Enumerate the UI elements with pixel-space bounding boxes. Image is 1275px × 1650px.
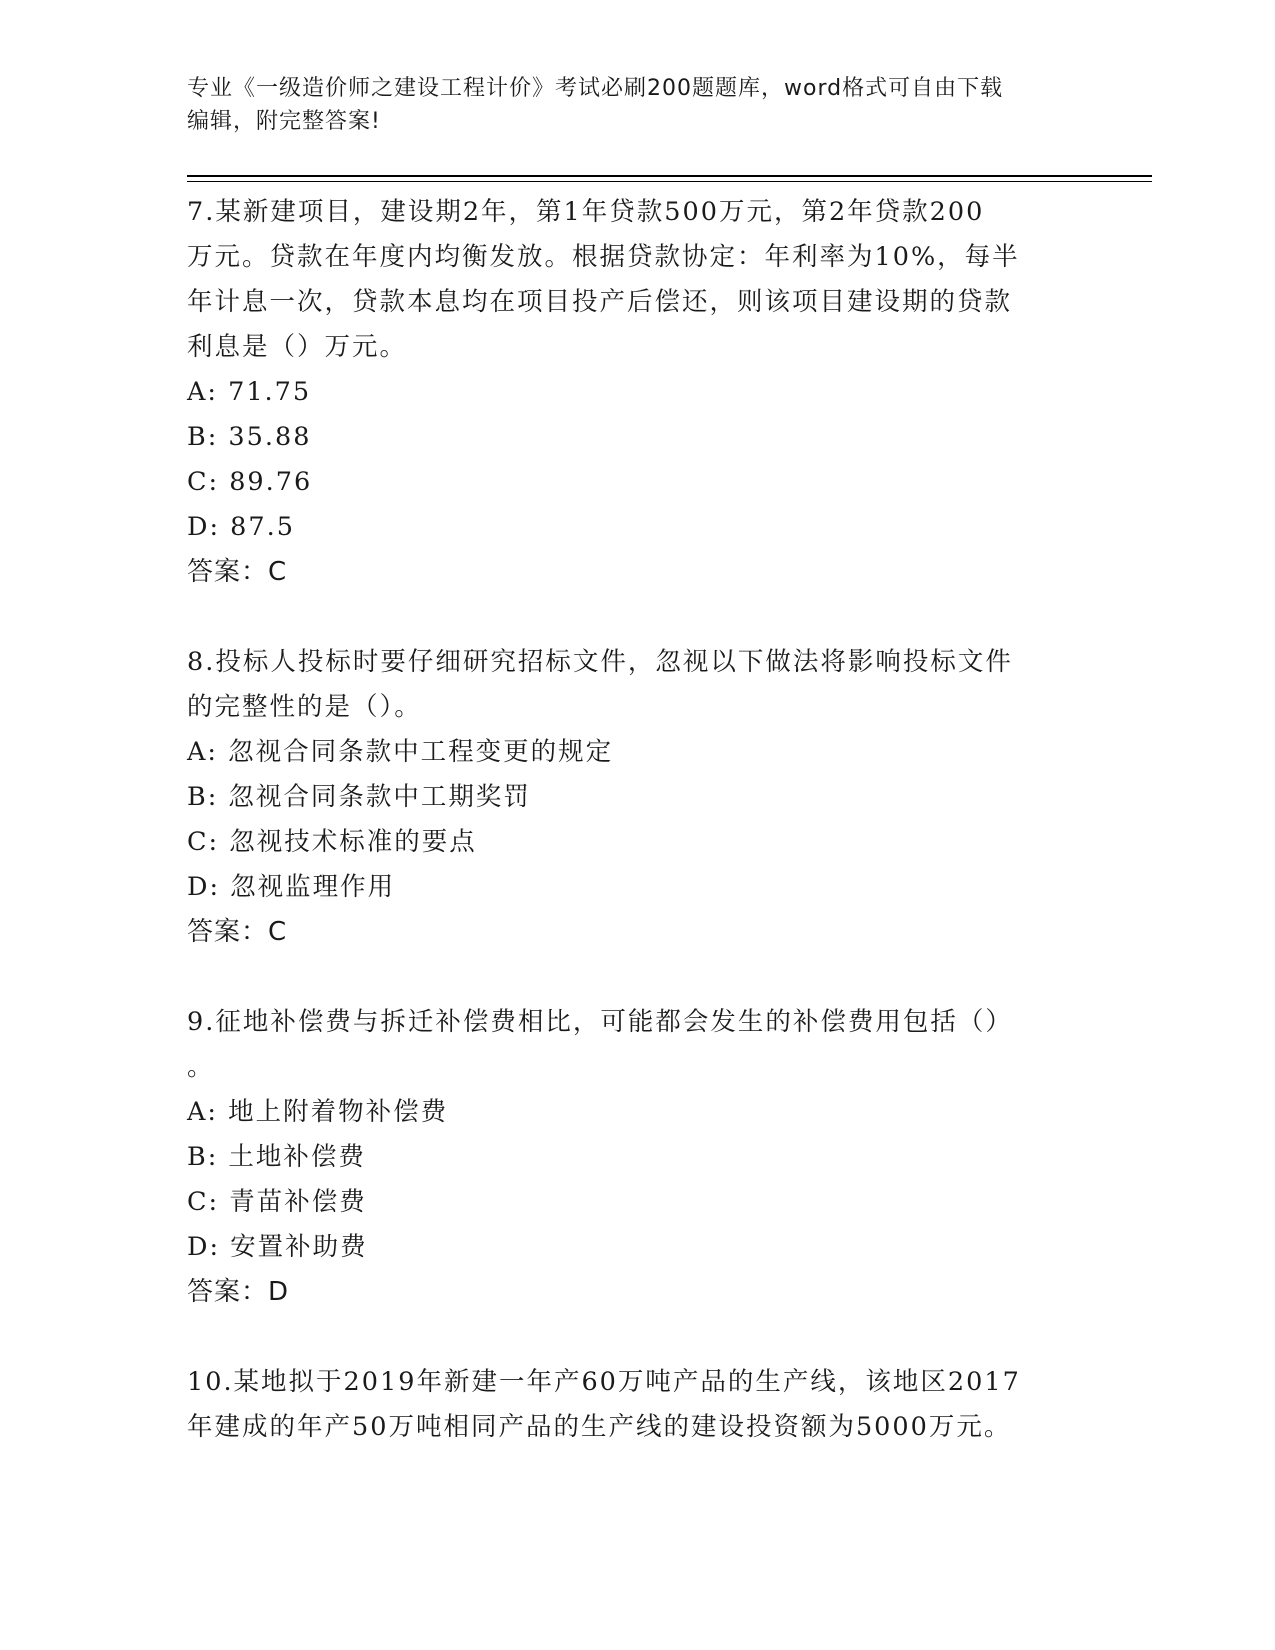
question-stem-line: 7.某新建项目，建设期2年，第1年贷款500万元，第2年贷款200 bbox=[187, 197, 985, 227]
question-10 bbox=[187, 1360, 1087, 1450]
option-b: B: 忽视合同条款中工期奖罚 bbox=[187, 782, 531, 812]
header-divider-thick bbox=[187, 175, 1152, 177]
option-b: B: 35.88 bbox=[187, 422, 312, 452]
question-7 bbox=[187, 190, 1087, 595]
question-stem-line: 万元。贷款在年度内均衡发放。根据贷款协定：年利率为10%，每半 bbox=[187, 242, 1020, 272]
option-c: C: 青苗补偿费 bbox=[187, 1187, 367, 1217]
question-spacer bbox=[187, 595, 1087, 640]
question-stem-line: 8.投标人投标时要仔细研究招标文件，忽视以下做法将影响投标文件 bbox=[187, 647, 1013, 677]
option-c: C: 忽视技术标准的要点 bbox=[187, 827, 477, 857]
question-stem-line: 的完整性的是（）。 bbox=[187, 692, 422, 722]
answer-label: 答案：C bbox=[187, 917, 288, 947]
answer-label: 答案：C bbox=[187, 557, 288, 587]
option-a: A: 71.75 bbox=[187, 377, 312, 407]
question-stem-line: 10.某地拟于2019年新建一年产60万吨产品的生产线，该地区2017 bbox=[187, 1367, 1021, 1397]
question-stem-line: 利息是（）万元。 bbox=[187, 332, 408, 362]
question-9 bbox=[187, 1000, 1087, 1315]
option-d: D: 忽视监理作用 bbox=[187, 872, 396, 902]
question-stem-line: 。 bbox=[187, 1052, 215, 1082]
header-line-2: 编辑，附完整答案! bbox=[187, 109, 381, 134]
option-c: C: 89.76 bbox=[187, 467, 313, 497]
question-8 bbox=[187, 640, 1087, 955]
header-line-1: 专业《一级造价师之建设工程计价》考试必刷200题题库，word格式可自由下载 bbox=[187, 76, 1004, 101]
header-divider-thin bbox=[187, 181, 1152, 182]
question-list bbox=[187, 190, 1087, 1450]
question-stem-line: 9.征地补偿费与拆迁补偿费相比，可能都会发生的补偿费用包括（） bbox=[187, 1007, 1013, 1037]
option-a: A: 忽视合同条款中工程变更的规定 bbox=[187, 737, 614, 767]
document-header bbox=[187, 72, 1077, 138]
answer-label: 答案：D bbox=[187, 1277, 290, 1307]
question-spacer bbox=[187, 955, 1087, 1000]
option-b: B: 土地补偿费 bbox=[187, 1142, 366, 1172]
option-a: A: 地上附着物补偿费 bbox=[187, 1097, 449, 1127]
question-stem-line: 年建成的年产50万吨相同产品的生产线的建设投资额为5000万元。 bbox=[187, 1412, 1012, 1442]
option-d: D: 87.5 bbox=[187, 512, 295, 542]
question-spacer bbox=[187, 1315, 1087, 1360]
question-stem-line: 年计息一次，贷款本息均在项目投产后偿还，则该项目建设期的贷款 bbox=[187, 287, 1013, 317]
option-d: D: 安置补助费 bbox=[187, 1232, 368, 1262]
